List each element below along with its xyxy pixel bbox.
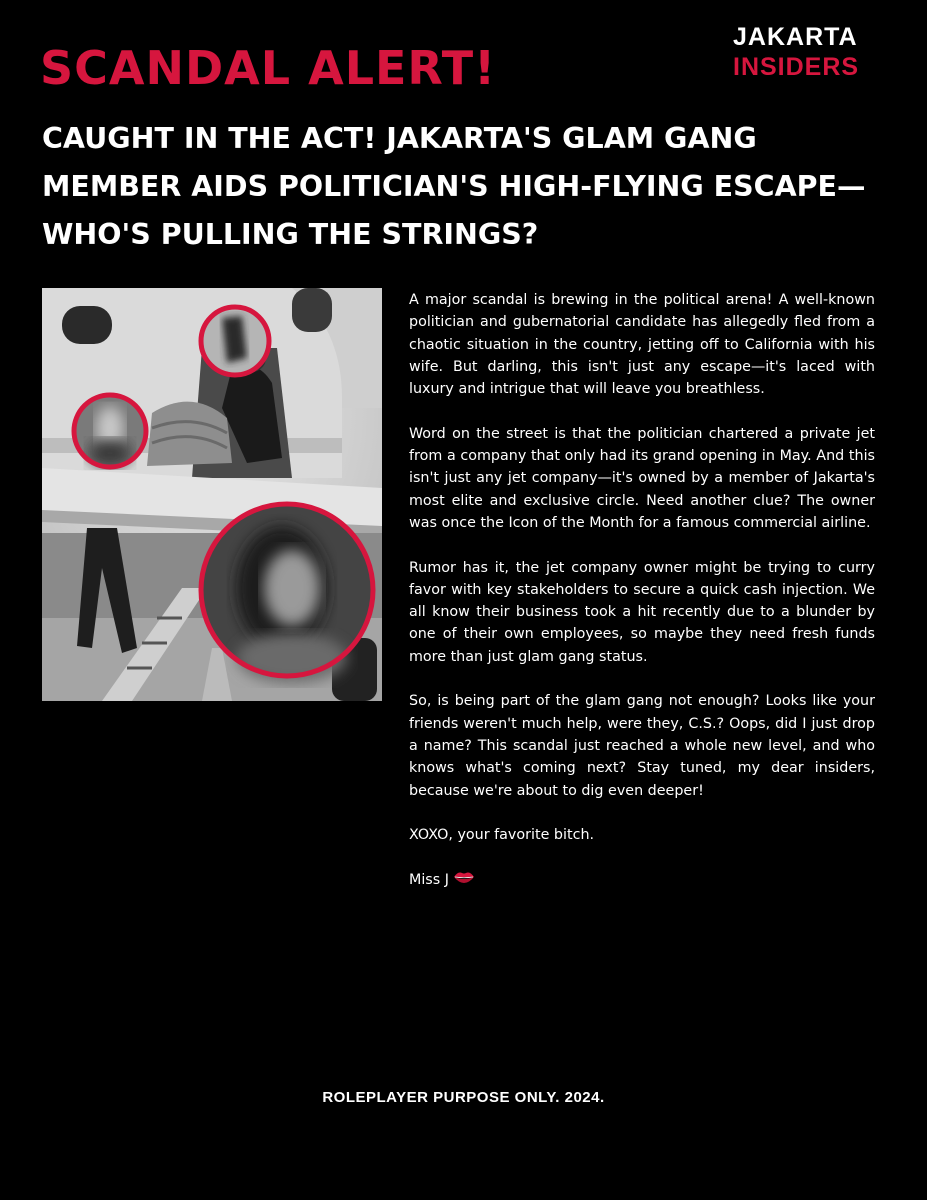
brand-line-jakarta: JAKARTA <box>733 23 858 51</box>
article-signature: Miss J <box>409 871 449 888</box>
headline: CAUGHT IN THE ACT! JAKARTA'S GLAM GANG MEMBER AIDS POLITICIAN'S HIGH-FLYING ESCAPE—WHO'S PULLING THE STRINGS? <box>42 122 866 251</box>
article-paragraph: Word on the street is that the politician chartered a private jet from a company that only had its grand opening in May. And this isn't just any jet company—it's owned by a member of Jakarta's most elite and exclusive circle. Need another clue? The owner was once the Icon of the Month for a famous commercial airline. <box>409 425 875 531</box>
article-paragraph: Rumor has it, the jet company owner might be trying to curry favor with key stakeholders to secure a quick cash injection. We all know their business took a hit recently due to a blunder by one of their own employees, so maybe they need fresh funds more than just glam gang status. <box>409 559 875 665</box>
brand-logo <box>733 22 893 82</box>
kiss-lips-icon <box>453 869 475 891</box>
article-body <box>409 289 875 913</box>
scandal-alert-title: SCANDAL ALERT! <box>40 41 497 95</box>
brand-line-insiders: INSIDERS <box>733 53 860 81</box>
highlight-circle-top <box>201 307 269 375</box>
article-signature-line <box>409 869 875 891</box>
article-paragraph: A major scandal is brewing in the political arena! A well-known politician and gubernatorial candidate has allegedly fled from a chaotic situation in the country, jetting off to California with his wife. But darling, this isn't just any escape—it's laced with luxury and intrigue that will leave you breathless. <box>409 292 875 398</box>
jet-photo <box>42 288 382 701</box>
footer-disclaimer: ROLEPLAYER PURPOSE ONLY. 2024. <box>322 1089 605 1106</box>
article-signoff: XOXO, your favorite bitch. <box>409 827 595 844</box>
highlight-circle-left <box>74 395 146 467</box>
article-paragraph: So, is being part of the glam gang not enough? Looks like your friends weren't much help, were they, C.S.? Oops, did I just drop a name? This scandal just reached a whole new level, and who knows what's coming next? Stay tuned, my dear insiders, because we're about to dig even deeper! <box>409 693 875 799</box>
